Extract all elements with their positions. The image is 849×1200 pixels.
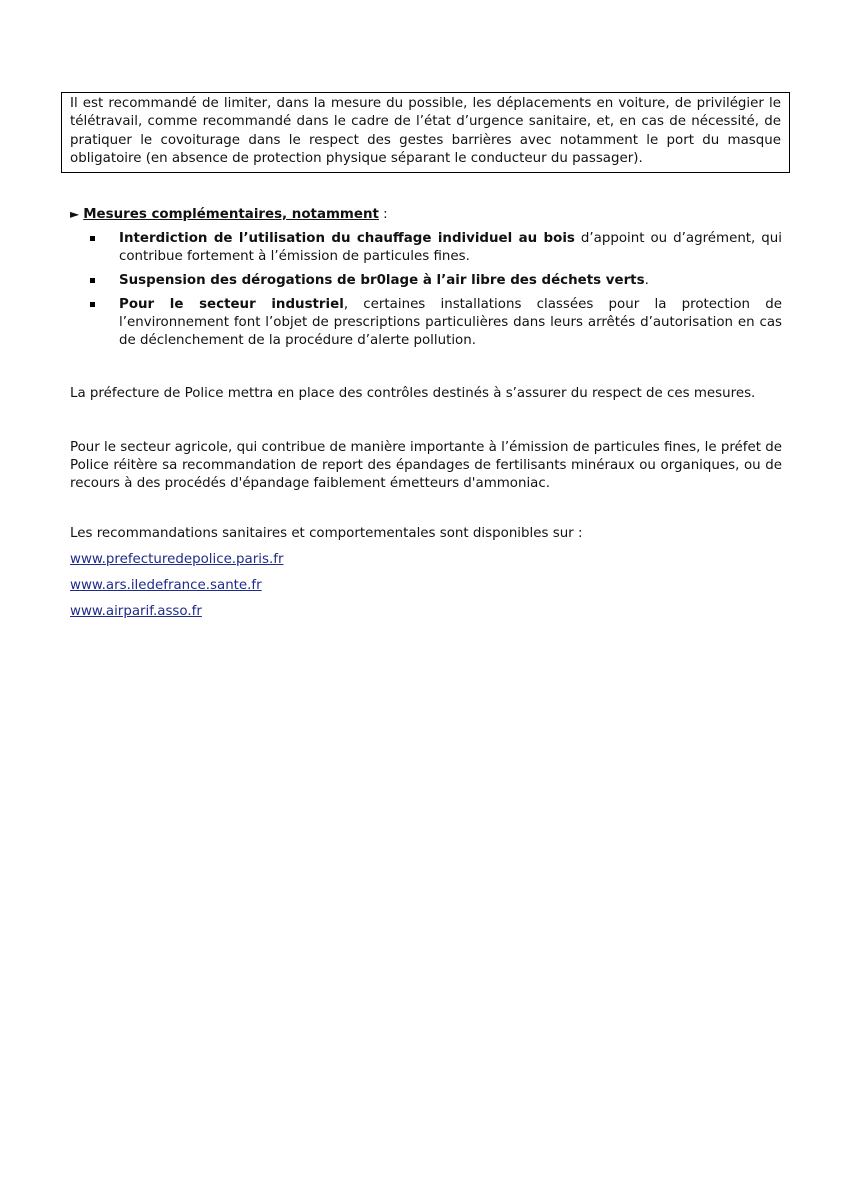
list-item-bold: Pour le secteur industriel <box>119 297 344 312</box>
measures-colon: : <box>378 207 388 222</box>
arrow-right-icon: ► <box>70 207 80 221</box>
list-item <box>90 272 782 290</box>
list-item-bold: Suspension des dérogations de br0lage à l’air libre des déchets verts <box>119 273 645 288</box>
list-item-text: d’appoint ou d’agrément, qui contribue fortement à l’émission de particules fines. <box>119 231 782 264</box>
measures-heading <box>70 205 388 224</box>
list-item-bold: Interdiction de l’utilisation du chauffage individuel au bois <box>119 231 575 246</box>
square-bullet-icon <box>90 302 95 307</box>
list-item-text: . <box>644 273 649 288</box>
link-airparif[interactable]: www.airparif.asso.fr <box>70 604 202 619</box>
link-prefecture-police[interactable]: www.prefecturedepolice.paris.fr <box>70 552 284 567</box>
recommendations-paragraph: Les recommandations sanitaires et comportementales sont disponibles sur : <box>70 526 583 541</box>
square-bullet-icon <box>90 278 95 283</box>
link-ars-iledefrance[interactable]: www.ars.iledefrance.sante.fr <box>70 578 262 593</box>
measures-title: Mesures complémentaires, notamment <box>83 207 379 222</box>
list-item-text: , certaines installations classées pour la protection de l’environnement font l’objet de prescriptions particulières dans leurs arrêtés d’autorisation en cas de déclenchement de la procédure d’alerte pollution. <box>119 297 782 348</box>
police-paragraph: La préfecture de Police mettra en place des contrôles destinés à s’assurer du respect de ces mesures. <box>70 386 756 401</box>
advisory-text: Il est recommandé de limiter, dans la mesure du possible, les déplacements en voiture, de privilégier le télétravail, comme recommandé dans le cadre de l’état d’urgence sanitaire, et, en cas de nécessité, de pratiquer le covoiturage dans le respect des gestes barrières avec notamment le port du masque obligatoire (en absence de protection physique séparant le conducteur du passager). <box>70 96 781 167</box>
agriculture-paragraph: Pour le secteur agricole, qui contribue de manière importante à l’émission de particules fines, le préfet de Police réitère sa recommandation de report des épandages de fertilisants minéraux ou organiques, ou de recours à des procédés d'épandage faiblement émetteurs d'ammoniac. <box>70 440 782 491</box>
list-item <box>90 296 782 350</box>
square-bullet-icon <box>90 236 95 241</box>
list-item <box>90 230 782 266</box>
advisory-box <box>61 92 790 173</box>
measures-list <box>90 230 782 356</box>
